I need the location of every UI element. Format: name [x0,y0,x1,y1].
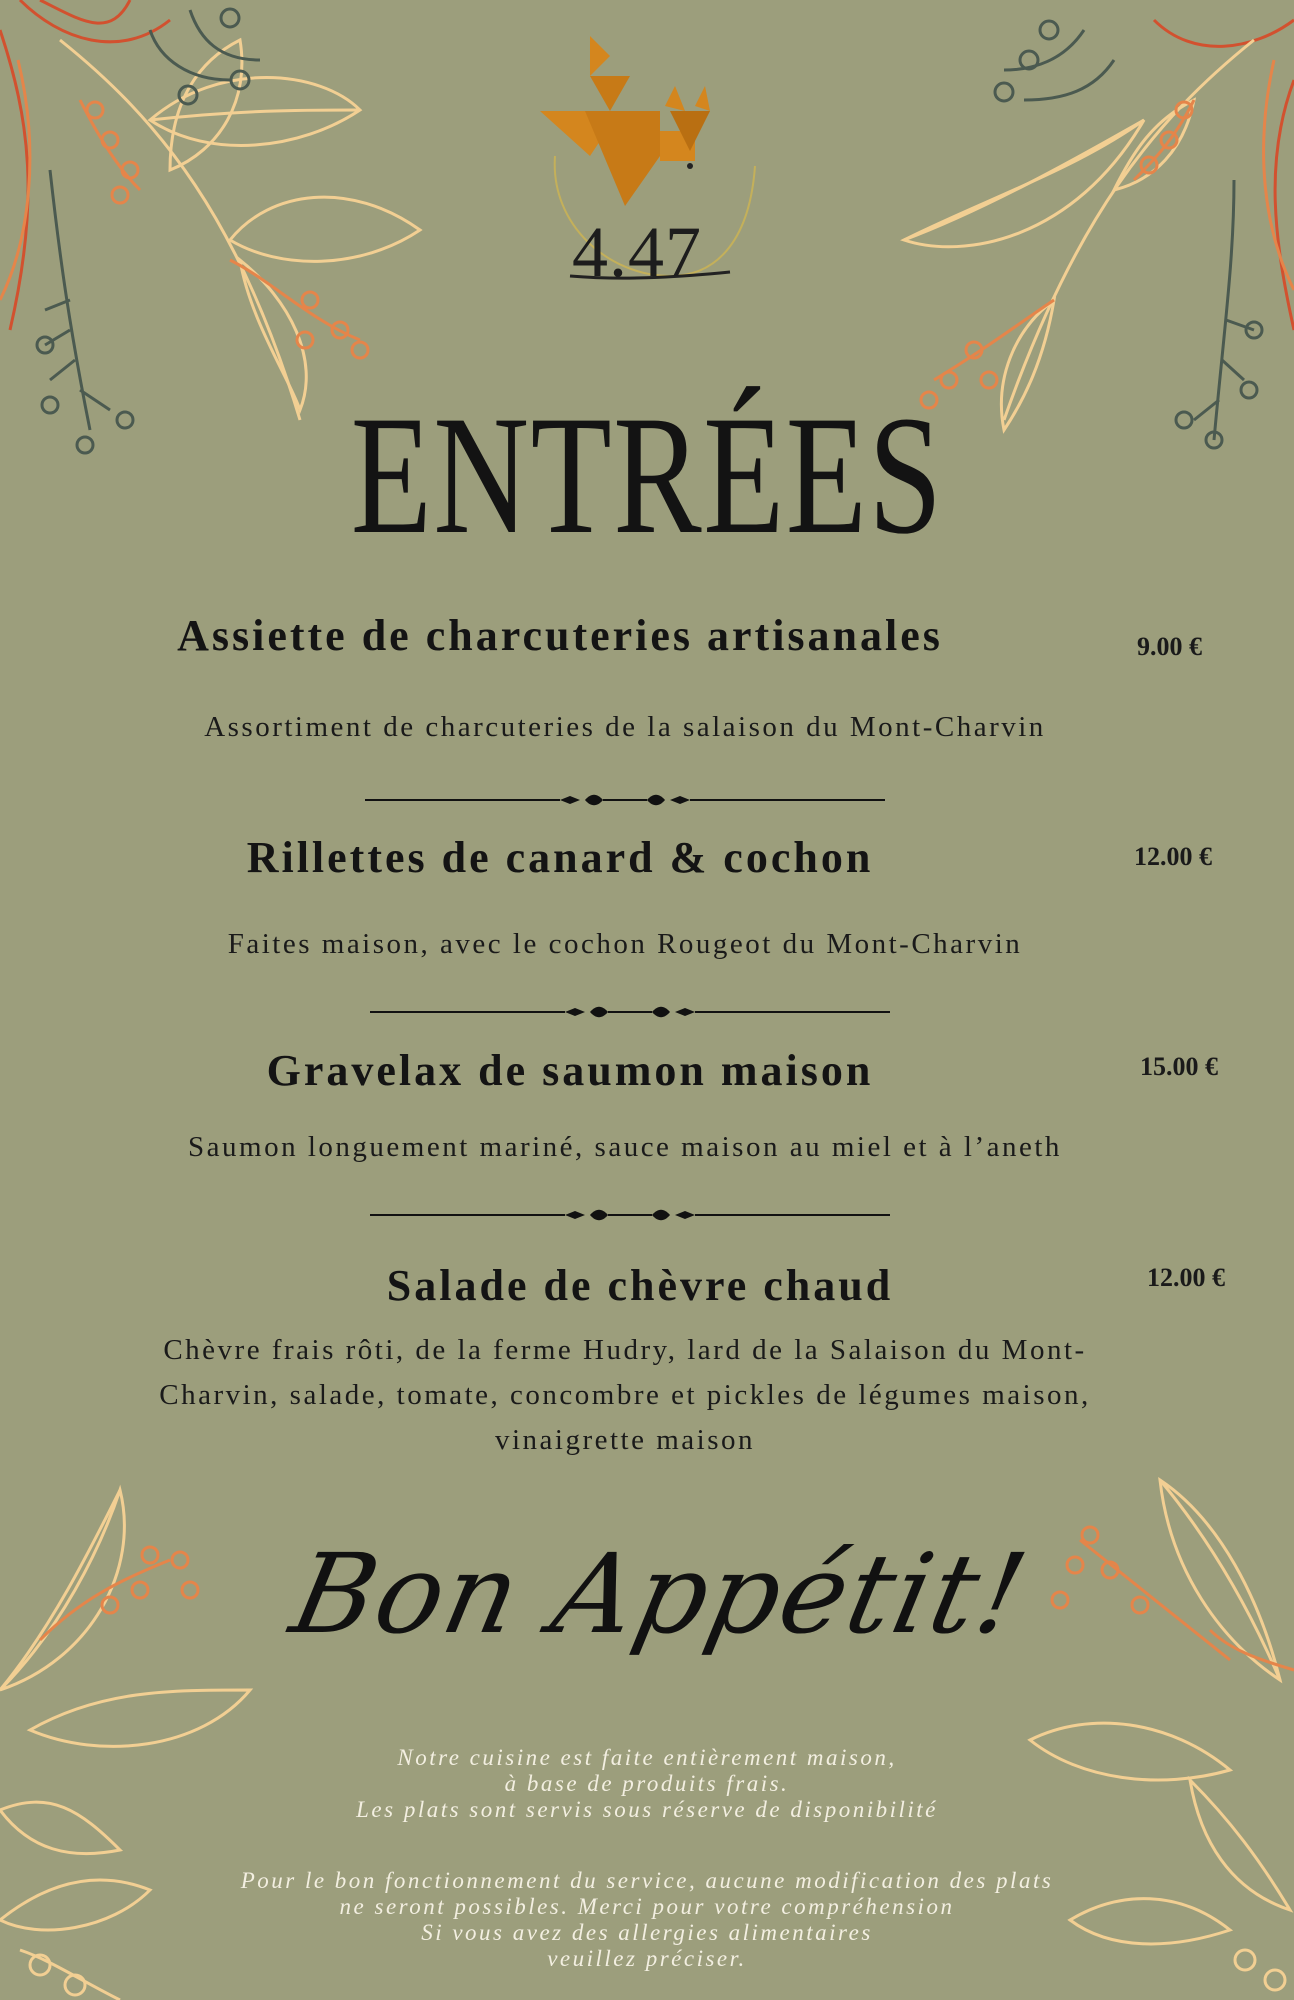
note-line: ne seront possibles. Merci pour votre compréhension [339,1894,955,1919]
note-line: Notre cuisine est faite entièrement maison, [397,1745,897,1770]
dish-price: 12.00 € [1147,1263,1225,1292]
service-note [0,1868,1294,1972]
dish-name: Gravelax de saumon maison [266,1046,874,1095]
dish-name: Salade de chèvre chaud [386,1261,894,1310]
dish-description: Faites maison, avec le cochon Rougeot du Mont-Charvin [227,928,1023,960]
dish-price: 9.00 € [1137,632,1202,661]
note-line: veuillez préciser. [547,1946,747,1971]
ornamental-divider [370,1002,890,1022]
logo-text: 4.47 [572,212,702,292]
page-title: ENTRÉES [350,381,944,569]
dish-price: 12.00 € [1134,842,1212,871]
house-note [0,1745,1294,1823]
ornamental-divider [365,790,885,810]
dish-description-line: vinaigrette maison [494,1424,756,1456]
note-line: Si vous avez des allergies alimentaires [421,1920,873,1945]
note-line: Pour le bon fonctionnement du service, aucune modification des plats [240,1868,1054,1893]
dish-name: Rillettes de canard & cochon [246,833,874,882]
dish-description-line: Charvin, salade, tomate, concombre et pickles de légumes maison, [159,1379,1091,1411]
note-line: à base de produits frais. [504,1771,790,1796]
dish-name: Assiette de charcuteries artisanales [177,611,943,660]
dish-description [60,1328,1190,1463]
dish-description: Saumon longuement mariné, sauce maison au miel et à l’aneth [188,1131,1062,1163]
note-line: Les plats sont servis sous réserve de disponibilité [356,1797,938,1822]
ornamental-divider [370,1205,890,1225]
restaurant-logo [530,36,770,306]
dish-description: Assortiment de charcuteries de la salaison du Mont-Charvin [204,711,1046,743]
dish-price: 15.00 € [1140,1052,1218,1081]
closing-greeting: Bon Appétit! [281,1530,1039,1658]
dish-description-line: Chèvre frais rôti, de la ferme Hudry, lard de la Salaison du Mont- [163,1334,1087,1366]
